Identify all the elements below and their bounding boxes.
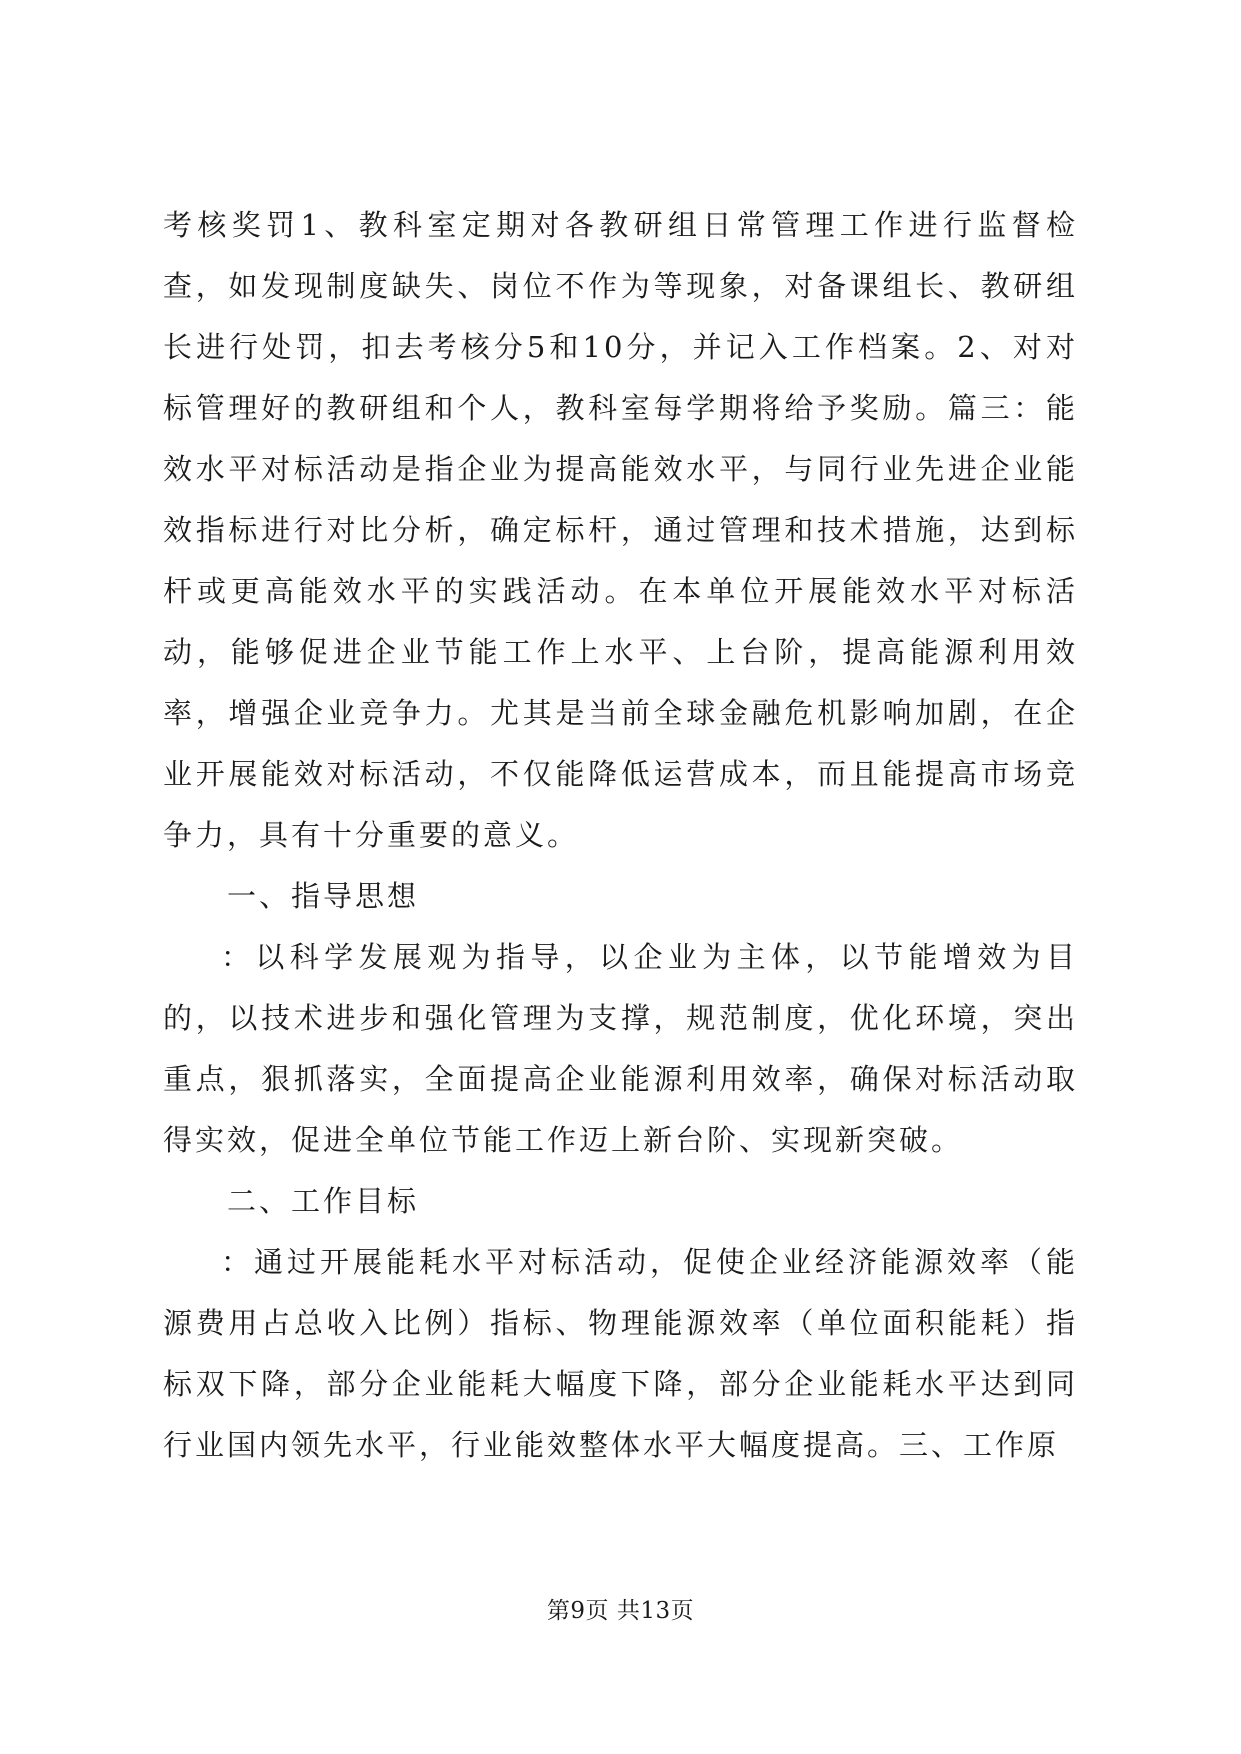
heading-work-goals: 二、工作目标	[227, 1184, 420, 1218]
paragraph-guiding-ideology: ：以科学发展观为指导，以企业为主体，以节能增效为目的，以技术进步和强化管理为支撑，规范制度，优化环境，突出重点，狠抓落实，全面提高企业能源利用效率，确保对标活动取得实效，促进全单位节能工作迈上新台阶、实现新突破。	[163, 940, 1078, 1157]
document-body	[163, 195, 1078, 1476]
paragraph-work-goals: ：通过开展能耗水平对标活动，促使企业经济能源效率（能源费用占总收入比例）指标、物理能源效率（单位面积能耗）指标双下降，部分企业能耗大幅度下降，部分企业能耗水平达到同行业国内领先水平，行业能效整体水平大幅度提高。三、工作原	[163, 1245, 1078, 1462]
page-footer	[0, 1592, 1241, 1625]
page-number: 第9页 共13页	[546, 1598, 695, 1624]
paragraph-assessment: 考核奖罚1、教科室定期对各教研组日常管理工作进行监督检查，如发现制度缺失、岗位不作为等现象，对备课组长、教研组长进行处罚，扣去考核分5和10分，并记入工作档案。2、对对标管理好的教研组和个人，教科室每学期将给予奖励。篇三：能效水平对标活动是指企业为提高能效水平，与同行业先进企业能效指标进行对比分析，确定标杆，通过管理和技术措施，达到标杆或更高能效水平的实践活动。在本单位开展能效水平对标活动，能够促进企业节能工作上水平、上台阶，提高能源利用效率，增强企业竞争力。尤其是当前全球金融危机影响加剧，在企业开展能效对标活动，不仅能降低运营成本，而且能提高市场竞争力，具有十分重要的意义。	[163, 208, 1078, 852]
heading-guiding-ideology: 一、指导思想	[227, 879, 420, 913]
